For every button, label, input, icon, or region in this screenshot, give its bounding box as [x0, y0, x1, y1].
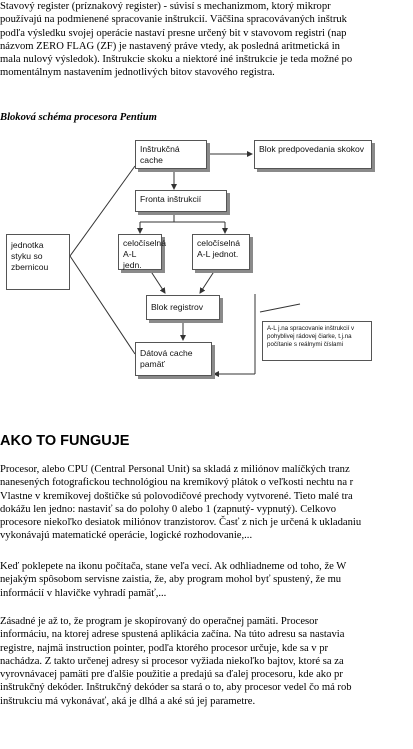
intro-line-3: podľa výsledku svojej operácie nastaví presne určený bit v stavovom registri (nap	[0, 27, 347, 39]
p3-line-1: Zásadné je až to, že program je skopírovaný do operačnej pamäti. Procesor	[0, 616, 318, 627]
register-block-label: Blok registrov	[151, 302, 204, 312]
intro-line-2: používajú na podmienené spracovanie inštrukcií. Väčšina spracovávaných inštruk	[0, 14, 347, 26]
connector-fpu-note	[260, 304, 300, 312]
intro-paragraph	[0, 0, 413, 80]
p1-line-2: nanesených fotografickou technológiou na kremíkový plátok o veľkosti nechtu na r	[0, 477, 354, 489]
instruction-cache-label: Inštrukčná cache	[140, 144, 180, 165]
fpu-note-label: A-L j.na spracovanie inštrukcií v pohyblivej rádovej čiarke, t.j.na počítanie s reálnymi číslami	[267, 325, 355, 348]
p2-line-2: nejakým spôsobom servisne zaistia, že, aby program mohol byť spustený, že mu	[0, 574, 342, 586]
connector-alu1-to-registers	[150, 270, 165, 293]
section-paragraph-2	[0, 560, 413, 600]
int-alu-1-box	[118, 234, 166, 270]
bus-interface-label: jednotka styku so zbernicou	[11, 240, 49, 272]
instruction-queue-label: Fronta inštrukcií	[140, 194, 202, 204]
data-cache-label: Dátová cache pamäť	[140, 348, 193, 369]
branch-prediction-box	[254, 140, 372, 169]
intro-line-1: Stavový register (príznakový register) - súvisí s mechanizmom, ktorý mikropr	[0, 1, 331, 12]
p1-line-1: Procesor, alebo CPU (Central Personal Unit) sa skladá z miliónov malíčkých tranz	[0, 464, 350, 475]
p1-line-5: procesore niekoľko desiatok miliónov tranzistorov. Časť z nich je určená k ukladaniu	[0, 517, 362, 529]
p3-line-3: registre, najmä instruction pointer, podľa ktorého procesor určuje, kde sa v pr	[0, 642, 329, 654]
p3-line-6: inštrukčný dekóder. Inštrukčný dekóder sa stará o to, aby procesor vedel čo má rob	[0, 682, 352, 694]
instruction-queue-box	[135, 190, 227, 212]
p1-line-4: dokážu len jedno: nastaviť sa do polohy 0 alebo 1 (zapnutý- vypnutý). Celkovo	[0, 503, 337, 515]
diagram-caption: Bloková schéma procesora Pentium	[0, 112, 157, 123]
p3-line-4: nachádza. Z takto určenej adresy si procesor vyžiada niekoľko bajtov, ktoré sa za	[0, 655, 344, 667]
p3-line-2: informáciu, na ktorej adrese spustená aplikácia začína. Na túto adresu sa nastavia	[0, 629, 345, 641]
fpu-note-box	[262, 321, 372, 361]
data-cache-box	[135, 342, 212, 376]
bus-interface-box	[6, 234, 70, 290]
p1-line-6: vykonávajú matematické operácie, logické rozhodovanie,...	[0, 530, 253, 542]
intro-line-4: názvom ZERO FLAG (ZF) je nastavený práve vtedy, ak posledná aritmetická in	[0, 40, 340, 52]
connector-alu2-to-registers	[200, 270, 215, 293]
p1-line-3: Vlastne v kremíkovej doštičke sú polovodičové prechody vytvorené. Tieto malé tra	[0, 490, 353, 502]
register-block-box	[146, 295, 220, 320]
int-alu-2-label: celočíselná A-L jednot.	[197, 238, 240, 259]
intro-line-6: momentálnym nastavením jednotlivých bitov stavového registra.	[0, 67, 275, 79]
p2-line-1: Keď poklepete na ikonu počítača, stane veľa vecí. Ak odhliadneme od toho, že W	[0, 561, 347, 572]
branch-prediction-label: Blok predpovedania skokov	[259, 144, 365, 154]
p3-line-5: vyrovnávacej pamäti pre ďalšie použitie a predajú sa ďalej procesoru, kde ako pr	[0, 669, 343, 681]
p3-line-7: inštrukciu má vykonávať, aká je dlhá a aké sú jej parametre.	[0, 695, 256, 707]
int-alu-1-label: celočíselná A-L jedn.	[123, 238, 166, 270]
section-paragraph-3	[0, 615, 413, 708]
intro-line-5: mala nulový výsledok). Inštrukcie skoku a niektoré iné inštrukcie je teda možné po	[0, 54, 353, 66]
section-paragraph-1	[0, 463, 413, 543]
instruction-cache-box	[135, 140, 207, 169]
section-heading: AKO TO FUNGUJE	[0, 433, 130, 449]
pentium-block-diagram	[0, 134, 413, 396]
p2-line-3: informácií v hlavičke vyhradí pamäť,...	[0, 587, 167, 599]
int-alu-2-box	[192, 234, 250, 270]
